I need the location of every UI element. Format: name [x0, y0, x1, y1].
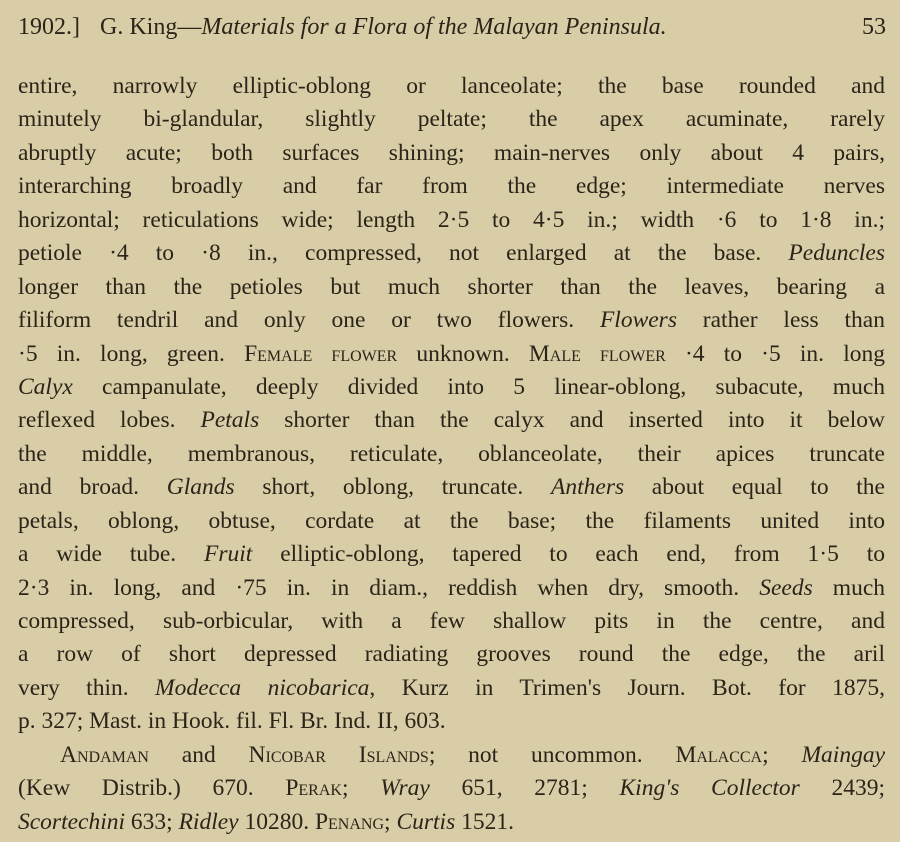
text-run: ;: [384, 808, 397, 835]
italic-text: Peduncles: [788, 240, 885, 267]
text-run: abruptly acute; both surfaces shining; main-nerves only about 4 pairs,: [18, 139, 885, 166]
text-run: campanulate, deeply divided into 5 linear-oblong, subacute, much: [72, 373, 885, 400]
italic-text: Maingay: [801, 741, 886, 768]
header-author: G. King—: [100, 14, 202, 40]
small-caps-text: Malacca: [675, 741, 763, 768]
text-run: very thin.: [18, 674, 156, 701]
text-line: [18, 538, 885, 571]
text-line: [18, 739, 885, 772]
text-line: [18, 204, 885, 237]
small-caps-text: Andaman: [60, 741, 149, 768]
text-run: ·5 in. long, green.: [18, 340, 245, 367]
small-caps-text: Male flower: [528, 340, 666, 367]
text-run: short, oblong, truncate.: [234, 474, 551, 501]
text-line: [18, 772, 885, 805]
text-line: [18, 237, 885, 270]
text-run: and: [148, 741, 249, 768]
italic-text: Wray: [380, 775, 430, 802]
text-run: compressed, sub-orbicular, with a few shallow pits in the centre, and: [18, 608, 885, 634]
text-line: [18, 371, 885, 404]
text-run: unknown.: [397, 340, 529, 367]
italic-text: King's Collector: [619, 775, 800, 802]
text-line: [18, 572, 885, 605]
italic-text: Seeds: [759, 574, 813, 601]
italic-text: Modecca nicobarica: [155, 674, 370, 701]
text-run: horizontal; reticulations wide; length 2·5 to 4·5 in.; width ·6 to 1·8 in.;: [18, 206, 885, 233]
text-run: rather less than: [676, 307, 885, 334]
text-run: much: [812, 574, 885, 601]
text-run: about equal to the: [624, 474, 885, 501]
text-line: [18, 137, 885, 170]
text-run: interarching broadly and far from the edge; intermediate nerves: [18, 173, 885, 200]
text-run: a row of short depressed radiating grooves round the edge, the aril: [18, 641, 885, 668]
text-line: [18, 438, 885, 471]
text-run: ; not uncommon.: [428, 741, 676, 768]
text-run: p. 327; Mast. in Hook. fil. Fl. Br. Ind. II, 603.: [18, 708, 446, 735]
header-title: [80, 14, 862, 41]
text-run: ;: [762, 741, 802, 768]
text-run: longer than the petioles but much shorter than the leaves, bearing a: [18, 273, 885, 300]
italic-text: Anthers: [551, 474, 625, 501]
text-run: 2·3 in. long, and ·75 in. in diam., reddish when dry, smooth.: [18, 574, 760, 601]
text-run: 633;: [125, 808, 179, 835]
text-line: [18, 705, 885, 738]
text-run: elliptic-oblong, tapered to each end, from 1·5 to: [252, 541, 886, 568]
text-run: the middle, membranous, reticulate, oblanceolate, their apices truncate: [18, 440, 885, 467]
italic-text: Fruit: [204, 541, 253, 568]
text-run: (Kew Distrib.) 670.: [18, 775, 286, 802]
text-run: 1521.: [455, 808, 514, 835]
text-run: reflexed lobes.: [18, 407, 201, 434]
text-line: [18, 806, 885, 839]
small-caps-text: Nicobar Islands: [248, 741, 429, 768]
text-run: petals, oblong, obtuse, cordate at the base; the filaments united into: [18, 507, 885, 534]
header-work-title: Materials for a Flora of the Malayan Peninsula.: [201, 14, 667, 40]
small-caps-text: Penang: [314, 808, 385, 835]
text-line: [18, 672, 885, 705]
text-run: 651, 2781;: [429, 775, 620, 802]
text-run: and broad.: [18, 474, 167, 501]
small-caps-text: Perak: [285, 775, 342, 802]
text-line: [18, 605, 885, 638]
header-year: 1902.]: [18, 14, 80, 40]
italic-text: Petals: [200, 407, 260, 434]
text-run: , Kurz in Trimen's Journ. Bot. for 1875,: [369, 674, 885, 701]
italic-text: Ridley: [178, 808, 239, 835]
italic-text: Curtis: [396, 808, 456, 835]
text-run: petiole ·4 to ·8 in., compressed, not enlarged at the base.: [18, 240, 789, 267]
text-run: entire, narrowly elliptic-oblong or lanceolate; the base rounded and: [18, 73, 885, 99]
italic-text: Calyx: [18, 373, 73, 400]
text-run: ·4 to ·5 in. long: [665, 340, 885, 367]
text-run: 10280.: [238, 808, 315, 835]
text-line: [18, 505, 885, 538]
body-text: [18, 70, 885, 839]
text-line: [18, 338, 885, 371]
italic-text: Scortechini: [18, 808, 126, 835]
page-number: 53: [862, 14, 886, 40]
text-line: [18, 271, 885, 304]
text-line: [18, 471, 885, 504]
small-caps-text: Female flower: [244, 340, 398, 367]
text-run: a wide tube.: [18, 541, 205, 568]
text-run: 2439;: [799, 775, 886, 802]
text-run: filiform tendril and only one or two flowers.: [18, 307, 600, 334]
italic-text: Flowers: [599, 307, 677, 334]
running-header: [18, 14, 886, 48]
text-run: shorter than the calyx and inserted into it below: [259, 407, 886, 434]
text-run: minutely bi-glandular, slightly peltate; the apex acuminate, rarely: [18, 106, 885, 133]
text-line: [18, 70, 885, 103]
italic-text: Glands: [166, 474, 235, 501]
text-line: [18, 103, 885, 136]
text-line: [18, 304, 885, 337]
text-line: [18, 638, 885, 671]
text-run: ;: [341, 775, 381, 802]
text-line: [18, 404, 885, 437]
text-line: [18, 170, 885, 203]
